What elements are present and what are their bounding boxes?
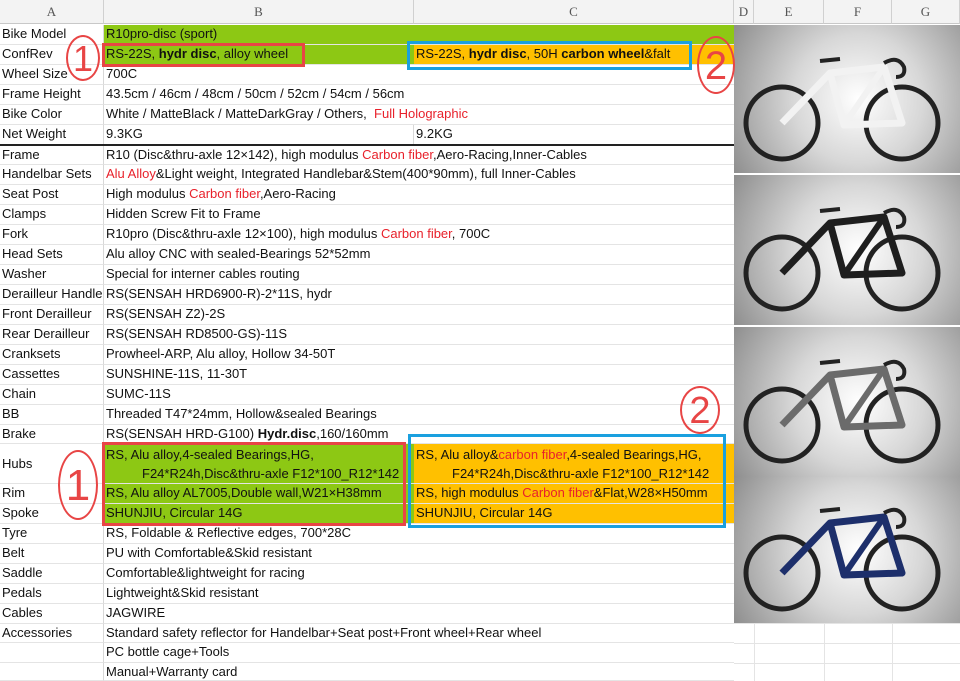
clamps-cell[interactable]: Hidden Screw Fit to Frame [104,205,734,225]
spoke-option-1-cell[interactable]: SHUNJIU, Circular 14G [104,504,414,524]
row-label[interactable]: Derailleur Handle [0,285,104,305]
row-label[interactable]: Accessories [0,624,104,643]
blue-bike-photo [734,477,960,623]
brake-cell[interactable]: RS(SENSAH HRD-G100) Hydr.disc,160/160mm [104,425,734,444]
bike-illustration [734,175,960,325]
row-label[interactable]: Bike Color [0,105,104,125]
grid-line [754,623,755,681]
grid-line [734,643,960,644]
bb-cell[interactable]: Threaded T47*24mm, Hollow&sealed Bearings [104,405,734,425]
gray-bike-photo [734,327,960,477]
spoke-option-2-cell[interactable]: SHUNJIU, Circular 14G [414,504,734,524]
confrev-option-1-cell[interactable]: RS-22S, hydr disc, alloy wheel [104,45,414,65]
option-1-highlight-box [102,43,305,67]
front-derailleur-cell[interactable]: RS(SENSAH Z2)-2S [104,305,734,325]
row-label[interactable]: Saddle [0,564,104,584]
chain-cell[interactable]: SUMC-11S [104,385,734,405]
column-header-g[interactable]: G [892,0,960,24]
row-label[interactable]: Wheel Size [0,65,104,85]
column-header-d[interactable]: D [734,0,754,24]
row-label[interactable]: Cables [0,604,104,624]
row-label[interactable]: Front Derailleur [0,305,104,325]
washer-cell[interactable]: Special for interner cables routing [104,265,734,285]
rim-option-1-cell[interactable]: RS, Alu alloy AL7005,Double wall,W21×H38mm [104,484,414,504]
option-1-wheelset-marker: 1 [58,450,98,520]
grid-line [892,623,893,681]
hubs-option-2-line-2: F24*R24h,Disc&thru-axle F12*100_R12*142 [452,466,710,481]
net-weight-cell-1[interactable]: 9.3KG [104,125,414,145]
accessories-cell-3[interactable]: Manual+Warranty card [104,663,734,681]
row-label[interactable]: Frame [0,146,104,165]
row-label[interactable]: Head Sets [0,245,104,265]
head-sets-cell[interactable]: Alu alloy CNC with sealed-Bearings 52*52mm [104,245,734,265]
rear-derailleur-cell[interactable]: RS(SENSAH RD8500-GS)-11S [104,325,734,345]
bike-model-cell[interactable]: R10pro-disc (sport) [104,25,734,45]
frame-height-cell[interactable]: 43.5cm / 46cm / 48cm / 50cm / 52cm / 54cm / 56cm [104,85,734,105]
row-label[interactable]: Chain [0,385,104,405]
row-label[interactable] [0,663,104,681]
row-label[interactable]: Net Weight [0,125,104,145]
accessories-cell-2[interactable]: PC bottle cage+Tools [104,643,734,663]
option-2-highlight-box [407,41,692,70]
row-label[interactable] [0,643,104,663]
option-1-wheelset-highlight-box [102,442,406,526]
grid-line [734,623,960,624]
bike-illustration [734,477,960,623]
row-label[interactable]: Fork [0,225,104,245]
black-bike-photo [734,175,960,325]
tyre-cell[interactable]: RS, Foldable & Reflective edges, 700*28C [104,524,734,544]
bike-color-cell[interactable]: White / MatteBlack / MatteDarkGray / Others, Full Holographic [104,105,734,125]
row-label[interactable]: Spoke [0,504,104,524]
column-header-a[interactable]: A [0,0,104,24]
accessories-cell[interactable]: Standard safety reflector for Handelbar+Seat post+Front wheel+Rear wheel [104,624,734,643]
row-label[interactable]: Cranksets [0,345,104,365]
bike-illustration [734,25,960,173]
bike-illustration [734,327,960,477]
hubs-option-1-line-1: RS, Alu alloy,4-sealed Bearings,HG, [106,447,314,462]
option-2-wheelset-marker: 2 [680,386,720,434]
derailleur-handle-cell[interactable]: RS(SENSAH HRD6900-R)-2*11S, hydr [104,285,734,305]
row-label[interactable]: Hubs [0,444,104,484]
row-label[interactable]: Belt [0,544,104,564]
cranksets-cell[interactable]: Prowheel-ARP, Alu alloy, Hollow 34-50T [104,345,734,365]
saddle-cell[interactable]: Comfortable&lightweight for racing [104,564,734,584]
row-label[interactable]: Cassettes [0,365,104,385]
row-label[interactable]: Brake [0,425,104,444]
wheel-size-cell[interactable]: 700C [104,65,734,85]
row-label[interactable]: Rear Derailleur [0,325,104,345]
grid-line [824,623,825,681]
option-2-wheelset-highlight-box [408,434,726,528]
confrev-option-2-cell[interactable]: RS-22S, hydr disc, 50H carbon wheel&falt [414,45,734,65]
frame-cell[interactable]: R10 (Disc&thru-axle 12×142), high modulus Carbon fiber,Aero-Racing,Inner-Cables [104,146,734,165]
fork-cell[interactable]: R10pro (Disc&thru-axle 12×100), high modulus Carbon fiber, 700C [104,225,734,245]
hubs-option-2-line-1: RS, Alu alloy&carbon fiber,4-sealed Bearings,HG, [416,447,702,462]
row-label[interactable]: Frame Height [0,85,104,105]
rim-option-2-cell[interactable]: RS, high modulus Carbon fiber&Flat,W28×H50mm [414,484,734,504]
row-label[interactable]: Washer [0,265,104,285]
option-2-marker: 2 [697,36,735,94]
cables-cell[interactable]: JAGWIRE [104,604,734,624]
column-header-f[interactable]: F [824,0,892,24]
column-header-e[interactable]: E [754,0,824,24]
grid-line [734,663,960,664]
row-label[interactable]: Handelbar Sets [0,165,104,185]
column-header-c[interactable]: C [414,0,734,24]
net-weight-cell-2[interactable]: 9.2KG [414,125,734,145]
white-bike-photo [734,25,960,173]
row-label[interactable]: BB [0,405,104,425]
seat-post-cell[interactable]: High modulus Carbon fiber,Aero-Racing [104,185,734,205]
row-label[interactable]: Rim [0,484,104,504]
hubs-option-1-line-2: F24*R24h,Disc&thru-axle F12*100_R12*142 [142,466,400,481]
row-label[interactable]: Bike Model [0,25,104,45]
row-label[interactable]: Seat Post [0,185,104,205]
handlebar-cell[interactable]: Alu Alloy&Light weight, Integrated Handlebar&Stem(400*90mm), full Inner-Cables [104,165,734,185]
column-header-b[interactable]: B [104,0,414,24]
row-label[interactable]: ConfRev [0,45,104,65]
row-label[interactable]: Clamps [0,205,104,225]
row-label[interactable]: Pedals [0,584,104,604]
pedals-cell[interactable]: Lightweight&Skid resistant [104,584,734,604]
cassettes-cell[interactable]: SUNSHINE-11S, 11-30T [104,365,734,385]
row-label[interactable]: Tyre [0,524,104,544]
option-1-marker: 1 [66,35,100,81]
belt-cell[interactable]: PU with Comfortable&Skid resistant [104,544,734,564]
